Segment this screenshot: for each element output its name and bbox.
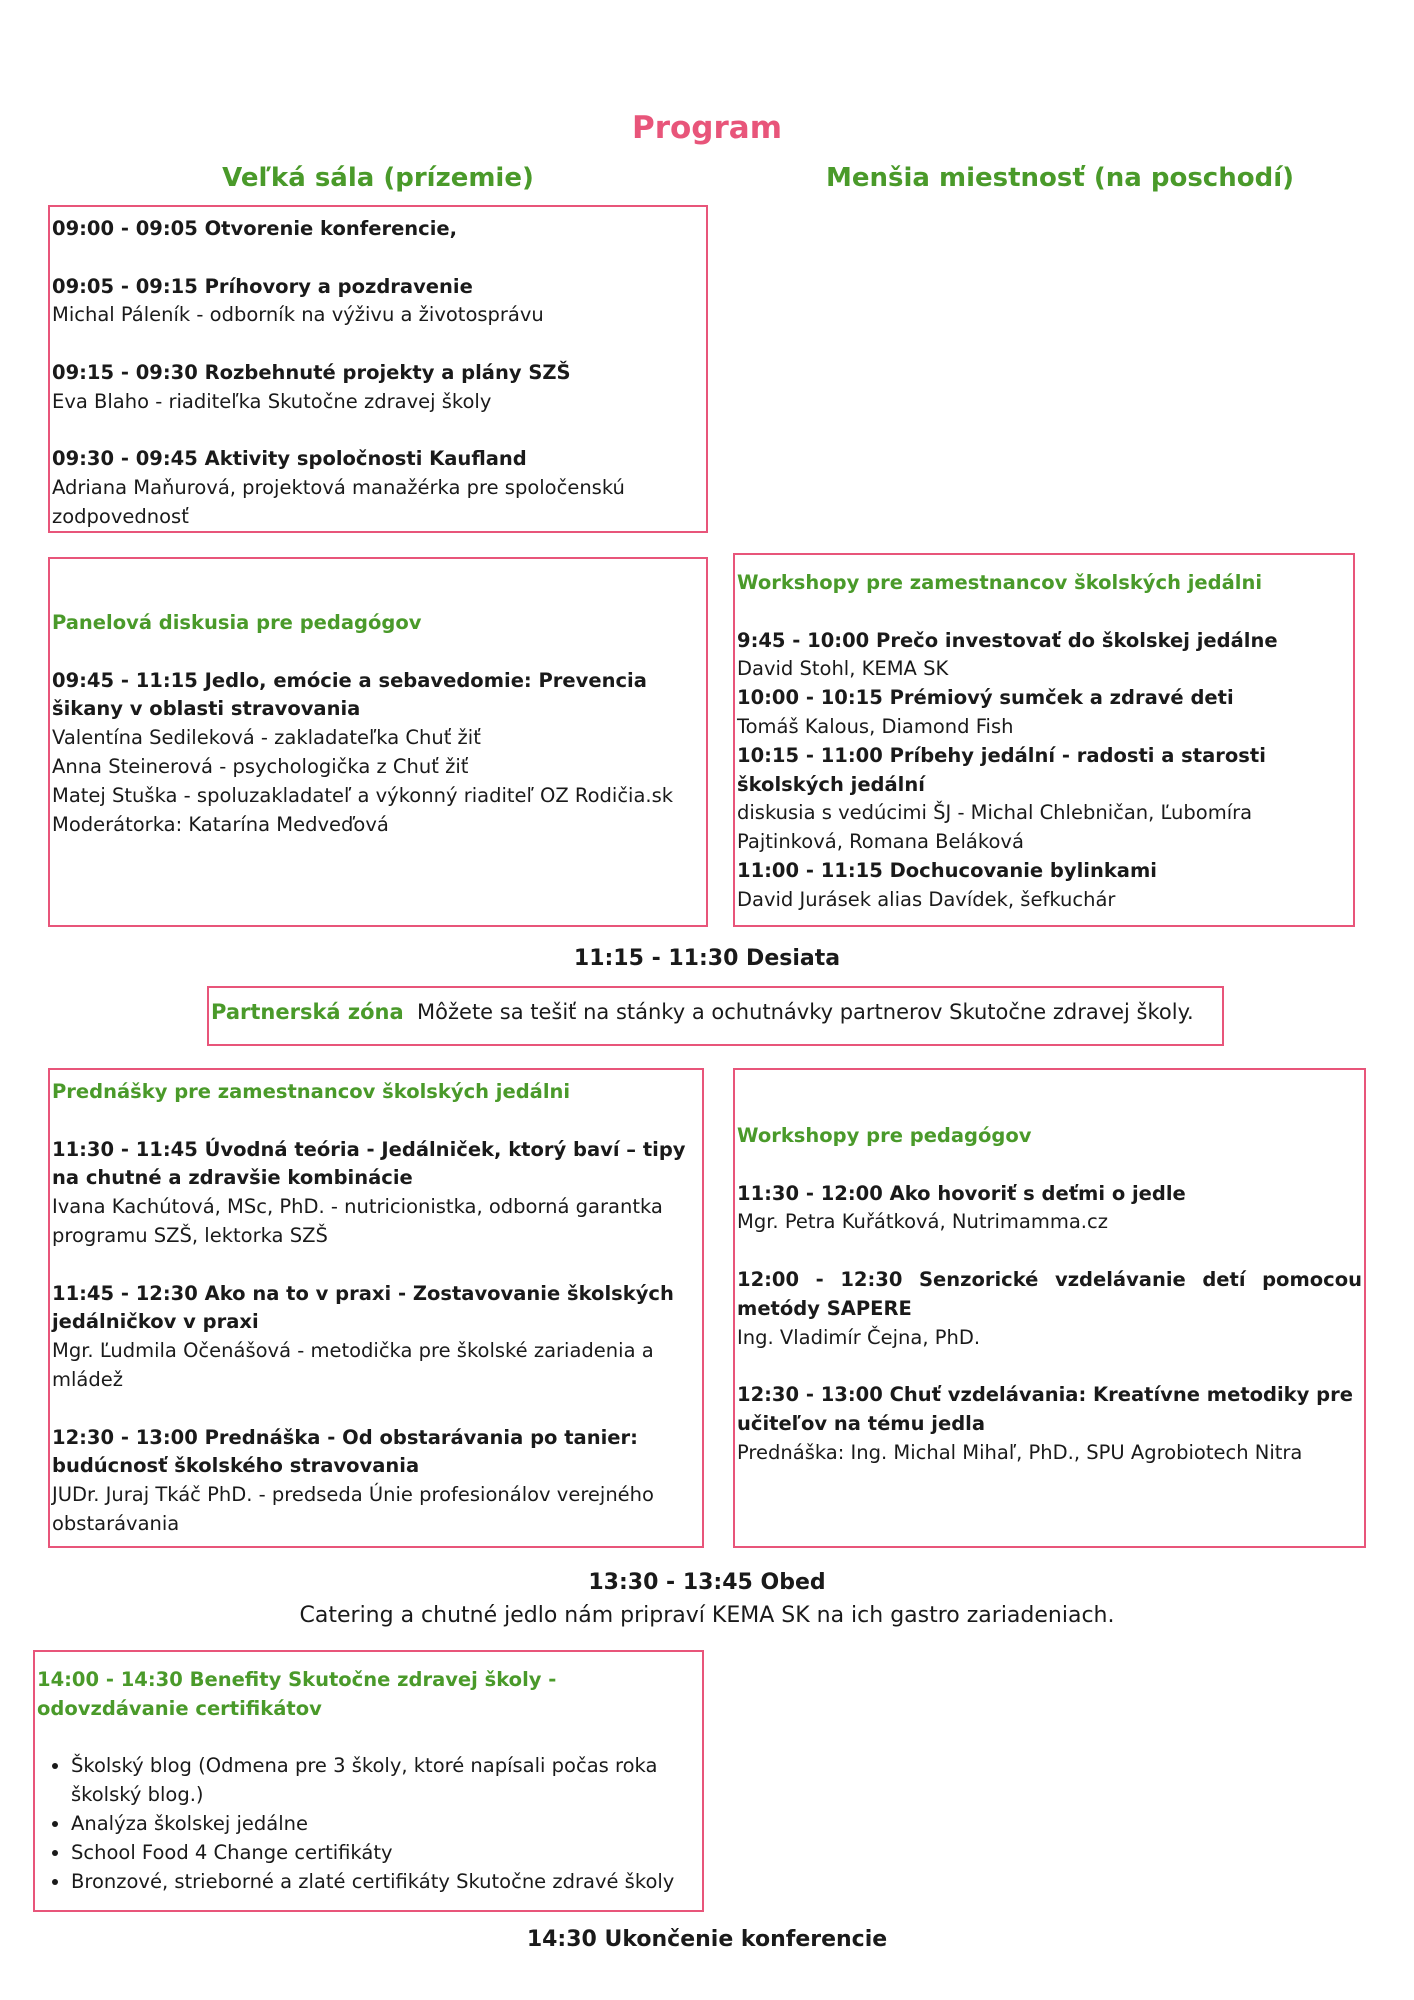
workshops-teachers-heading: Workshopy pre pedagógov bbox=[737, 1124, 1032, 1147]
workshops-canteen-box bbox=[733, 553, 1355, 927]
panel-speaker: Matej Stuška - spoluzakladateľ a výkonný riaditeľ OZ Rodičia.sk bbox=[52, 783, 674, 807]
session-speaker: Ing. Vladimír Čejna, PhD. bbox=[737, 1325, 981, 1349]
session-speaker: Mgr. Petra Kuřátková, Nutrimamma.cz bbox=[737, 1210, 1108, 1234]
list-item: • Bronzové, strieborné a zlaté certifikáty Skutočne zdravé školy bbox=[71, 1868, 700, 1897]
session-speaker: David Jurásek alias Davídek, šefkuchár bbox=[737, 887, 1116, 911]
lunch-text: Catering a chutné jedlo nám pripraví KEMA SK na ich gastro zariadeniach. bbox=[299, 1603, 1115, 1628]
closing-line: 14:30 Ukončenie konferencie bbox=[526, 1927, 888, 1952]
session-title: 09:15 - 09:30 Rozbehnuté projekty a plány SZŠ bbox=[52, 360, 571, 384]
lectures-canteen-box bbox=[48, 1068, 704, 1548]
session-title: 09:30 - 09:45 Aktivity spoločnosti Kaufland bbox=[52, 447, 527, 471]
session-title: 10:00 - 10:15 Prémiový sumček a zdravé deti bbox=[737, 686, 1234, 710]
session-title: 09:00 - 09:05 Otvorenie konferencie, bbox=[52, 217, 458, 240]
panel-heading: Panelová diskusia pre pedagógov bbox=[52, 611, 422, 634]
benefits-box bbox=[33, 1650, 704, 1912]
list-item: • Školský blog (Odmena pre 3 školy, ktoré napísali počas roka školský blog.) bbox=[71, 1752, 700, 1810]
session-title: 12:30 - 13:00 Chuť vzdelávania: Kreatívne metodiky pre učiteľov na tému jedla bbox=[737, 1383, 1353, 1435]
session-title: 11:30 - 11:45 Úvodná teória - Jedálniček, ktorý baví – tipy na chutné a zdravšie kombinácie bbox=[52, 1137, 686, 1190]
session-title: 11:45 - 12:30 Ako na to v praxi - Zostavovanie školských jedálničkov v praxi bbox=[52, 1281, 674, 1334]
session-speaker: Ivana Kachútová, MSc, PhD. - nutricionistka, odborná garantka programu SZŠ, lektorka SZŠ bbox=[52, 1195, 663, 1247]
panel-speaker: Valentína Sedileková - zakladateľka Chuť žiť bbox=[52, 726, 481, 750]
workshops-canteen-heading: Workshopy pre zamestnancov školských jedálni bbox=[737, 571, 1263, 594]
partner-zone-box bbox=[207, 986, 1224, 1046]
benefits-heading: 14:00 - 14:30 Benefity Skutočne zdravej školy - odovzdávanie certifikátov bbox=[37, 1668, 557, 1720]
session-speaker: Eva Blaho - riaditeľka Skutočne zdravej školy bbox=[52, 389, 492, 413]
partner-zone-text: Môžete sa tešiť na stánky a ochutnávky partnerov Skutočne zdravej školy. bbox=[417, 1000, 1194, 1024]
session-speaker: Adriana Maňurová, projektová manažérka pre spoločenskú zodpovednosť bbox=[52, 476, 625, 528]
workshops-teachers-box bbox=[733, 1068, 1366, 1548]
benefits-list bbox=[37, 1752, 700, 1896]
session-speaker: Michal Páleník - odborník na výživu a životosprávu bbox=[52, 303, 544, 327]
opening-sessions-box bbox=[48, 205, 708, 533]
session-title: 12:00 - 12:30 Senzorické vzdelávanie detí pomocou metódy SAPERE bbox=[737, 1267, 1362, 1320]
session-speaker: Mgr. Ľudmila Očenášová - metodička pre školské zariadenia a mládež bbox=[52, 1339, 654, 1391]
lunch-title: 13:30 - 13:45 Obed bbox=[588, 1570, 826, 1595]
session-title: 11:00 - 11:15 Dochucovanie bylinkami bbox=[737, 858, 1157, 882]
list-item: • School Food 4 Change certifikáty bbox=[71, 1839, 700, 1868]
session-title: 12:30 - 13:00 Prednáška - Od obstarávania po tanier: budúcnosť školského stravovania bbox=[52, 1425, 638, 1478]
panel-moderator: Moderátorka: Katarína Medveďová bbox=[52, 812, 389, 836]
session-title: 9:45 - 10:00 Prečo investovať do školskej jedálne bbox=[737, 628, 1278, 652]
left-column-heading: Veľká sála (prízemie) bbox=[222, 163, 534, 193]
page-title: Program bbox=[631, 110, 782, 146]
session-title: 11:30 - 12:00 Ako hovoriť s deťmi o jedle bbox=[737, 1181, 1186, 1205]
session-speaker: diskusia s vedúcimi ŠJ - Michal Chlebničan, Ľubomíra Pajtinková, Romana Beláková bbox=[737, 801, 1253, 854]
snack-break: 11:15 - 11:30 Desiata bbox=[573, 946, 841, 971]
session-speaker: David Stohl, KEMA SK bbox=[737, 657, 949, 681]
session-speaker: Tomáš Kalous, Diamond Fish bbox=[737, 714, 1014, 738]
right-column-heading: Menšia miestnosť (na poschodí) bbox=[826, 163, 1294, 193]
session-title: 09:05 - 09:15 Príhovory a pozdravenie bbox=[52, 274, 473, 298]
lectures-heading: Prednášky pre zamestnancov školských jedálni bbox=[52, 1080, 571, 1103]
partner-zone-label: Partnerská zóna bbox=[211, 1000, 404, 1024]
panel-speaker: Anna Steinerová - psychologička z Chuť žiť bbox=[52, 754, 469, 778]
panel-discussion-box bbox=[48, 557, 708, 927]
session-speaker: Prednáška: Ing. Michal Mihaľ, PhD., SPU Agrobiotech Nitra bbox=[737, 1440, 1303, 1464]
session-speaker: JUDr. Juraj Tkáč PhD. - predseda Únie profesionálov verejného obstarávania bbox=[52, 1483, 654, 1535]
list-item: • Analýza školskej jedálne bbox=[71, 1810, 700, 1839]
panel-session-title: 09:45 - 11:15 Jedlo, emócie a sebavedomie: Prevencia šikany v oblasti stravovania bbox=[52, 668, 647, 721]
session-title: 10:15 - 11:00 Príbehy jedální - radosti a starosti školských jedální bbox=[737, 743, 1266, 796]
